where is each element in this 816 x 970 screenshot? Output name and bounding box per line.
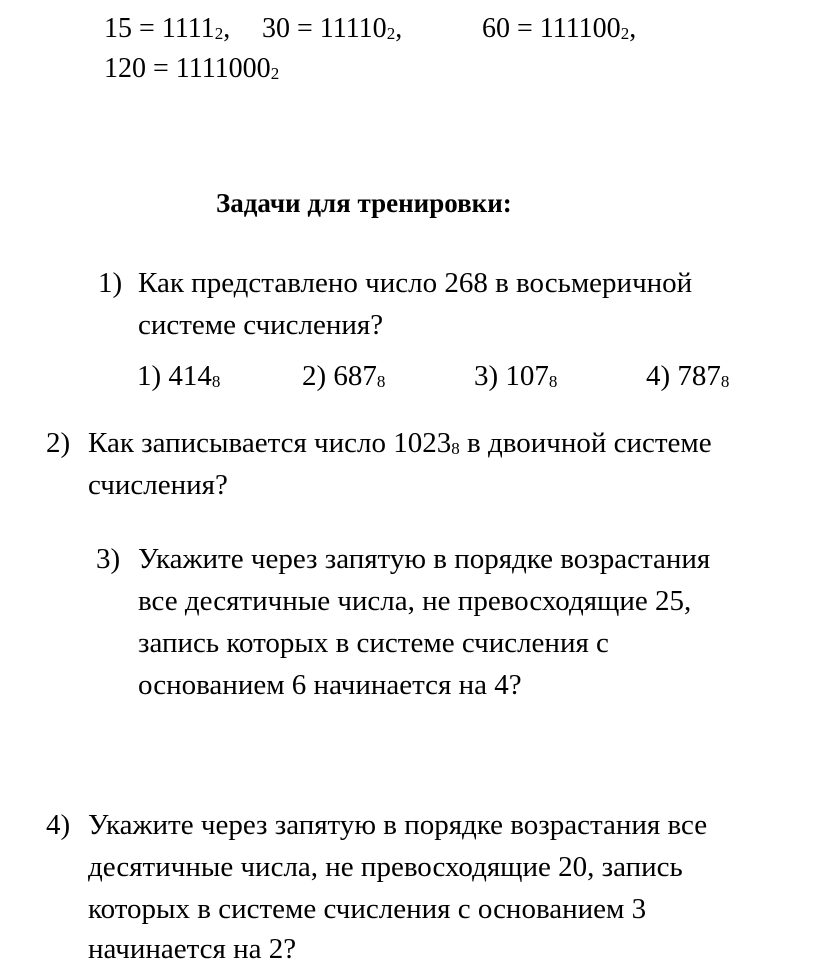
task-text-line: Укажите через запятую в порядке возрастания все — [88, 809, 708, 841]
binary-example-60 — [482, 12, 636, 49]
binary-example-text: 15 = 1111 — [104, 13, 215, 44]
binary-example-15 — [104, 12, 230, 49]
task-text-part: Как записывается число 1023 — [88, 427, 452, 459]
binary-base: 2 — [386, 24, 396, 43]
separator: , — [629, 13, 637, 44]
answer-value: 3) 107 — [474, 360, 549, 392]
answer-base: 8 — [376, 372, 386, 391]
binary-base: 2 — [620, 24, 630, 43]
task-4 — [46, 804, 806, 968]
task-text-line: десятичные числа, не превосходящие 20, запись — [88, 851, 683, 883]
task-text-line: системе счисления? — [138, 309, 384, 341]
task-text-line — [88, 422, 712, 468]
separator: , — [395, 13, 403, 44]
task-text-line: счисления? — [88, 469, 228, 501]
binary-example-text: 60 = 111100 — [482, 13, 621, 44]
task-number: 2) — [46, 427, 71, 459]
binary-example-120 — [104, 52, 279, 89]
task-text-part: в двоичной системе — [459, 427, 712, 459]
binary-base: 2 — [270, 64, 280, 83]
answer-option-2 — [302, 358, 385, 398]
answer-value: 4) 787 — [646, 360, 721, 392]
binary-example-30 — [262, 12, 402, 49]
section-heading: Задачи для тренировки: — [216, 188, 512, 218]
answer-value: 2) 687 — [302, 360, 377, 392]
task-text-line: основанием 6 начинается на 4? — [138, 669, 522, 701]
task-text-line: Укажите через запятую в порядке возрастания — [138, 543, 711, 575]
task-text-line: запись которых в системе счисления с — [138, 627, 609, 659]
binary-example-text: 120 = 1111000 — [104, 53, 271, 84]
task-text-line: начинается на 2? — [88, 933, 297, 965]
answer-option-1 — [137, 358, 220, 398]
answer-base: 8 — [548, 372, 558, 391]
task-text-line: которых в системе счисления с основанием 3 — [88, 893, 647, 925]
task-3 — [96, 538, 796, 708]
binary-base: 2 — [214, 24, 224, 43]
number-base: 8 — [451, 439, 460, 458]
task-number: 1) — [98, 267, 123, 299]
answer-option-4 — [646, 358, 729, 398]
answer-base: 8 — [211, 372, 221, 391]
task-text-line: все десятичные числа, не превосходящие 25, — [138, 585, 692, 617]
answer-value: 1) 414 — [137, 360, 212, 392]
task-1 — [98, 262, 758, 352]
binary-example-text: 30 = 11110 — [262, 13, 387, 44]
task-number: 3) — [96, 543, 121, 575]
task-text-line: Как представлено число 268 в восьмеричной — [138, 267, 693, 299]
answer-base: 8 — [720, 372, 730, 391]
task-number: 4) — [46, 809, 71, 841]
task-2 — [46, 422, 786, 512]
answer-option-3 — [474, 358, 557, 398]
separator: , — [223, 13, 231, 44]
